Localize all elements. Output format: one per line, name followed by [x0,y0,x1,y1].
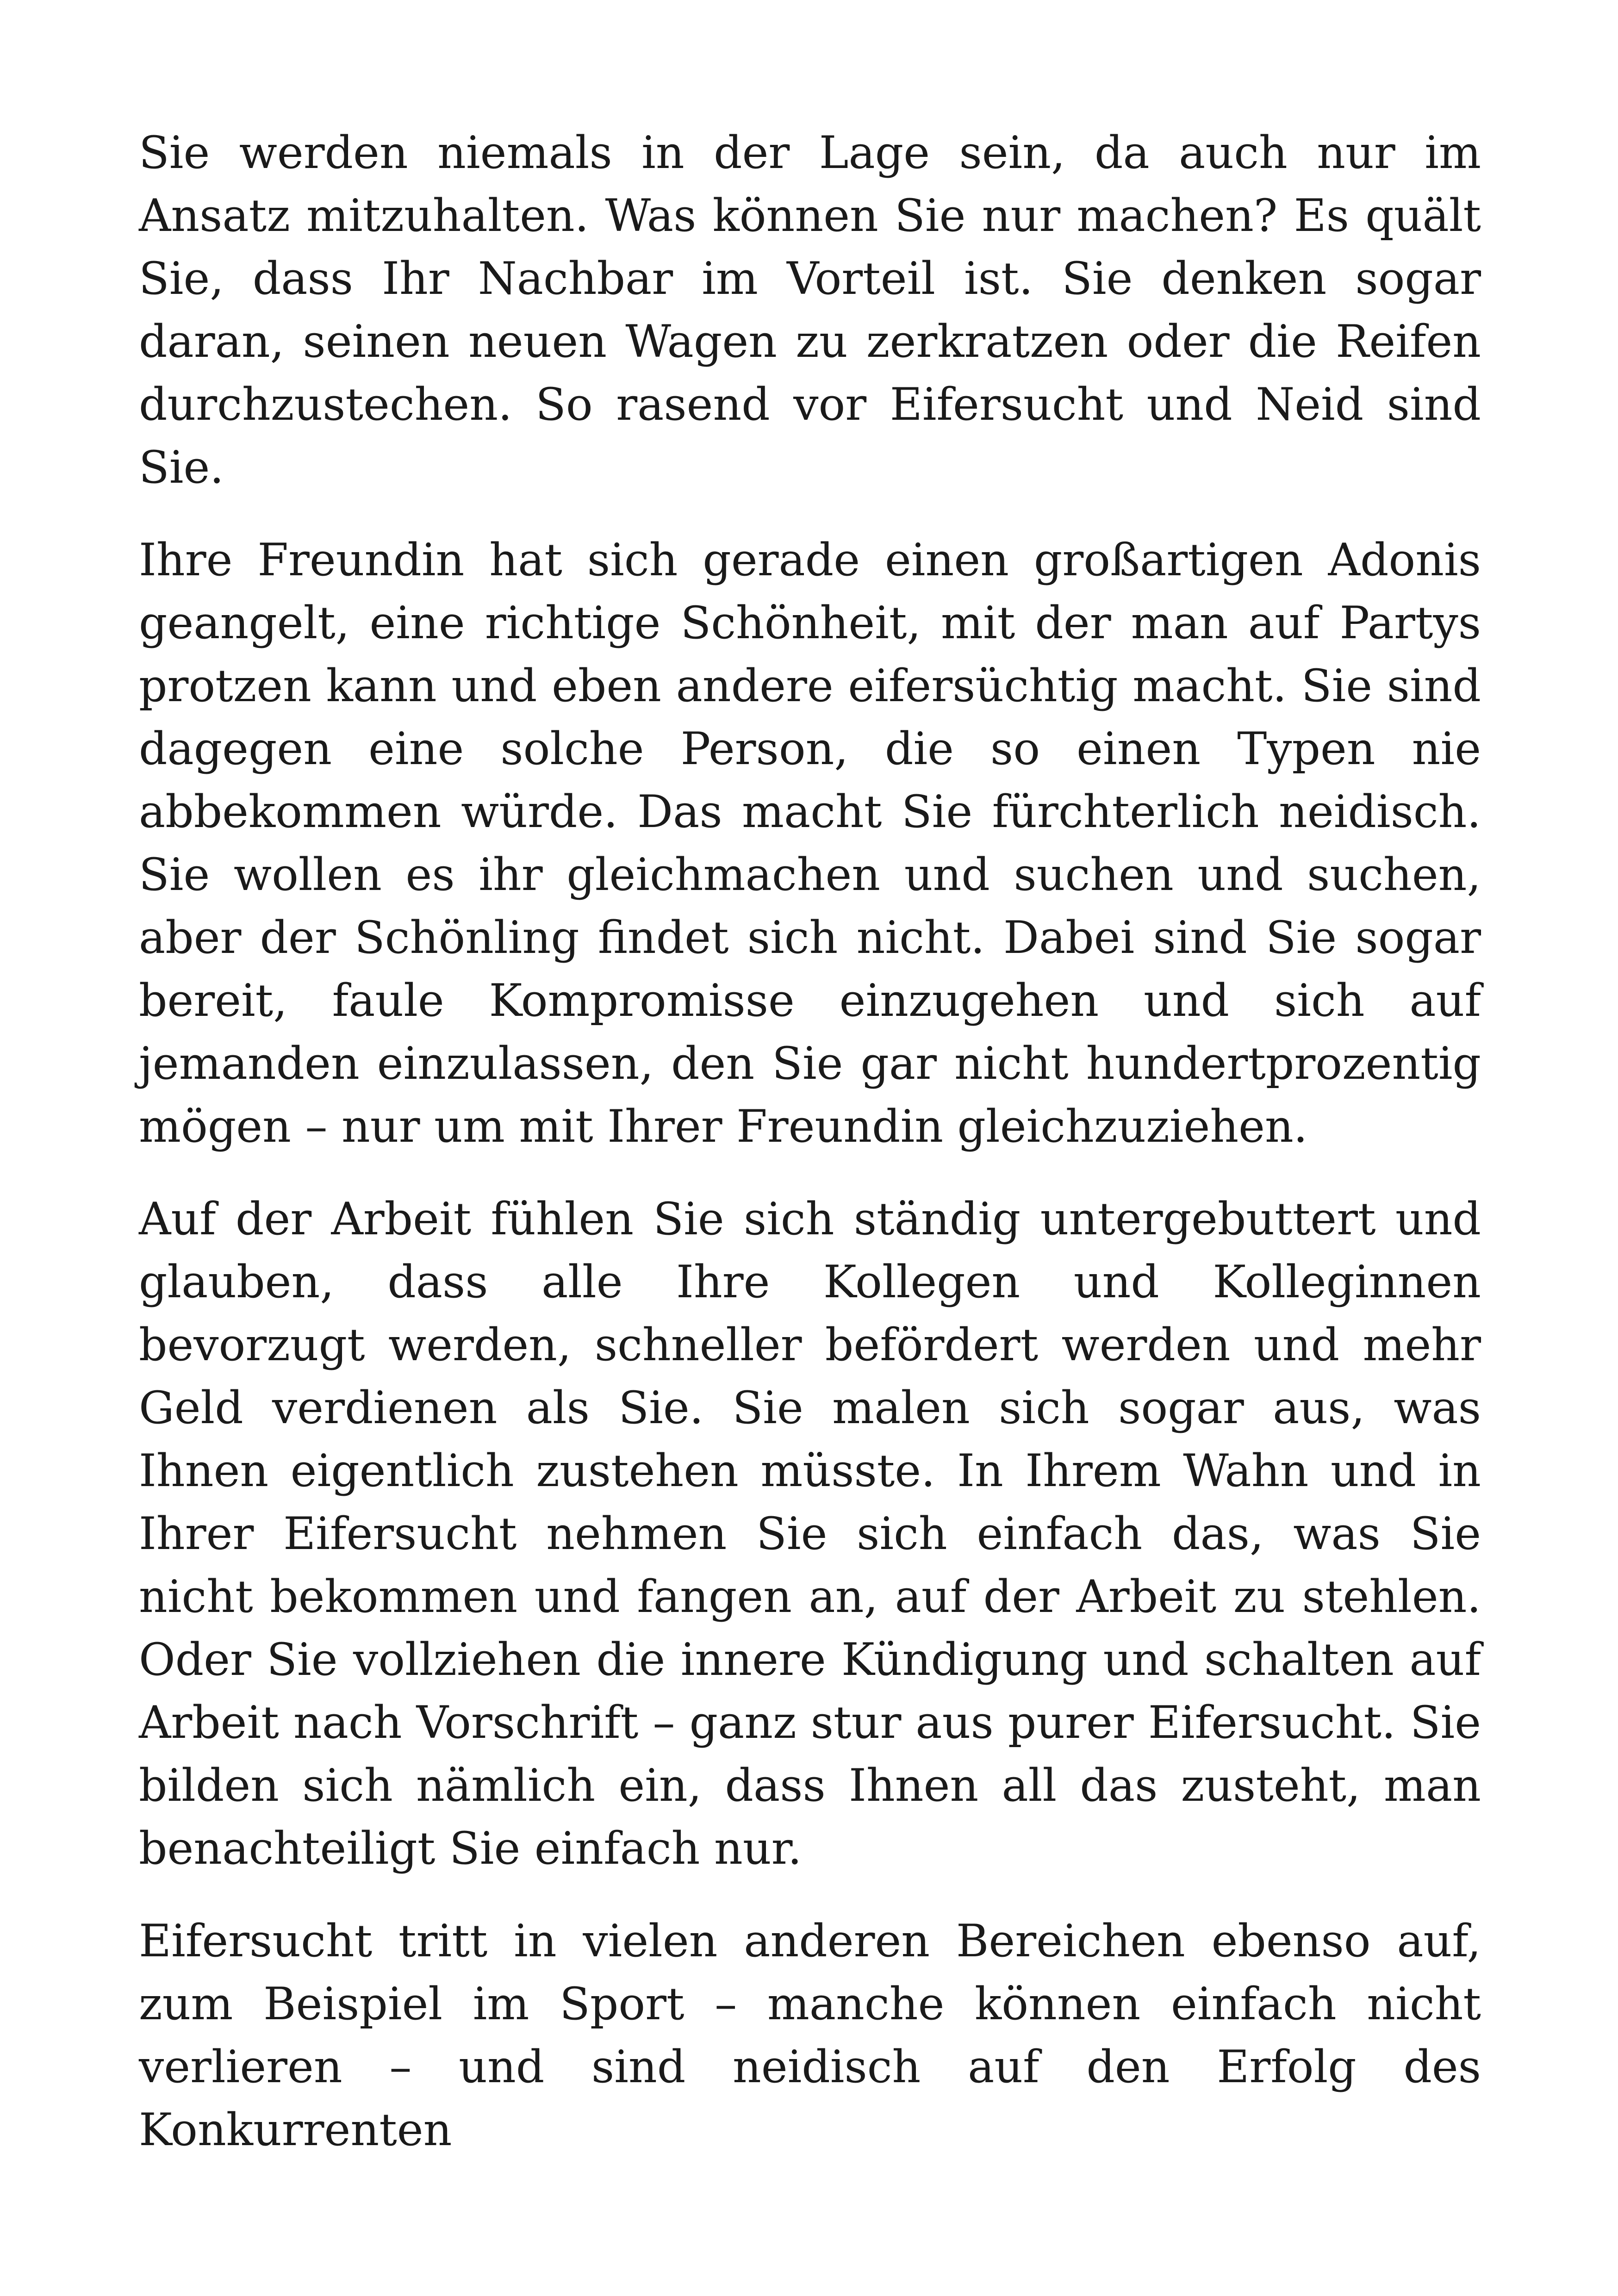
paragraph-work-jealousy: Auf der Arbeit fühlen Sie sich ständig untergebuttert und glauben, dass alle Ihre Kollegen und Kolleginnen bevorzugt werden, schneller befördert werden und mehr Geld verdienen als Sie. Sie malen sich sogar aus, was Ihnen eigentlich zustehen müsste. In Ihrem Wahn und in Ihrer Eifersucht nehmen Sie sich einfach das, was Sie nicht bekommen und fangen an, auf der Arbeit zu stehlen. Oder Sie vollziehen die innere Kündigung und schalten auf Arbeit nach Vorschrift – ganz stur aus purer Eifersucht. Sie bilden sich nämlich ein, dass Ihnen all das zusteht, man benachteiligt Sie einfach nur. [139,1193,1481,1874]
paragraph-neighbor-envy: Sie werden niemals in der Lage sein, da auch nur im Ansatz mitzuhalten. Was können Sie nur machen? Es quält Sie, dass Ihr Nachbar im Vorteil ist. Sie denken sogar daran, seinen neuen Wagen zu zerkratzen oder die Reifen durchzustechen. So rasend vor Eifersucht und Neid sind Sie. [139,127,1481,493]
body-text [139,121,1481,2161]
paragraph-sport-jealousy: Eifersucht tritt in vielen anderen Bereichen ebenso auf, zum Beispiel im Sport – manche können einfach nicht verlieren – und sind neidisch auf den Erfolg des Konkurrenten [139,1915,1481,2156]
paragraph-friend-adonis: Ihre Freundin hat sich gerade einen großartigen Adonis geangelt, eine richtige Schönheit, mit der man auf Partys protzen kann und eben andere eifersüchtig macht. Sie sind dagegen eine solche Person, die so einen Typen nie abbekommen würde. Das macht Sie fürchterlich neidisch. Sie wollen es ihr gleichmachen und suchen und suchen, aber der Schönling findet sich nicht. Dabei sind Sie sogar bereit, faule Kompromisse einzugehen und sich auf jemanden einzulassen, den Sie gar nicht hundertprozentig mögen – nur um mit Ihrer Freundin gleichzuziehen. [139,534,1481,1152]
